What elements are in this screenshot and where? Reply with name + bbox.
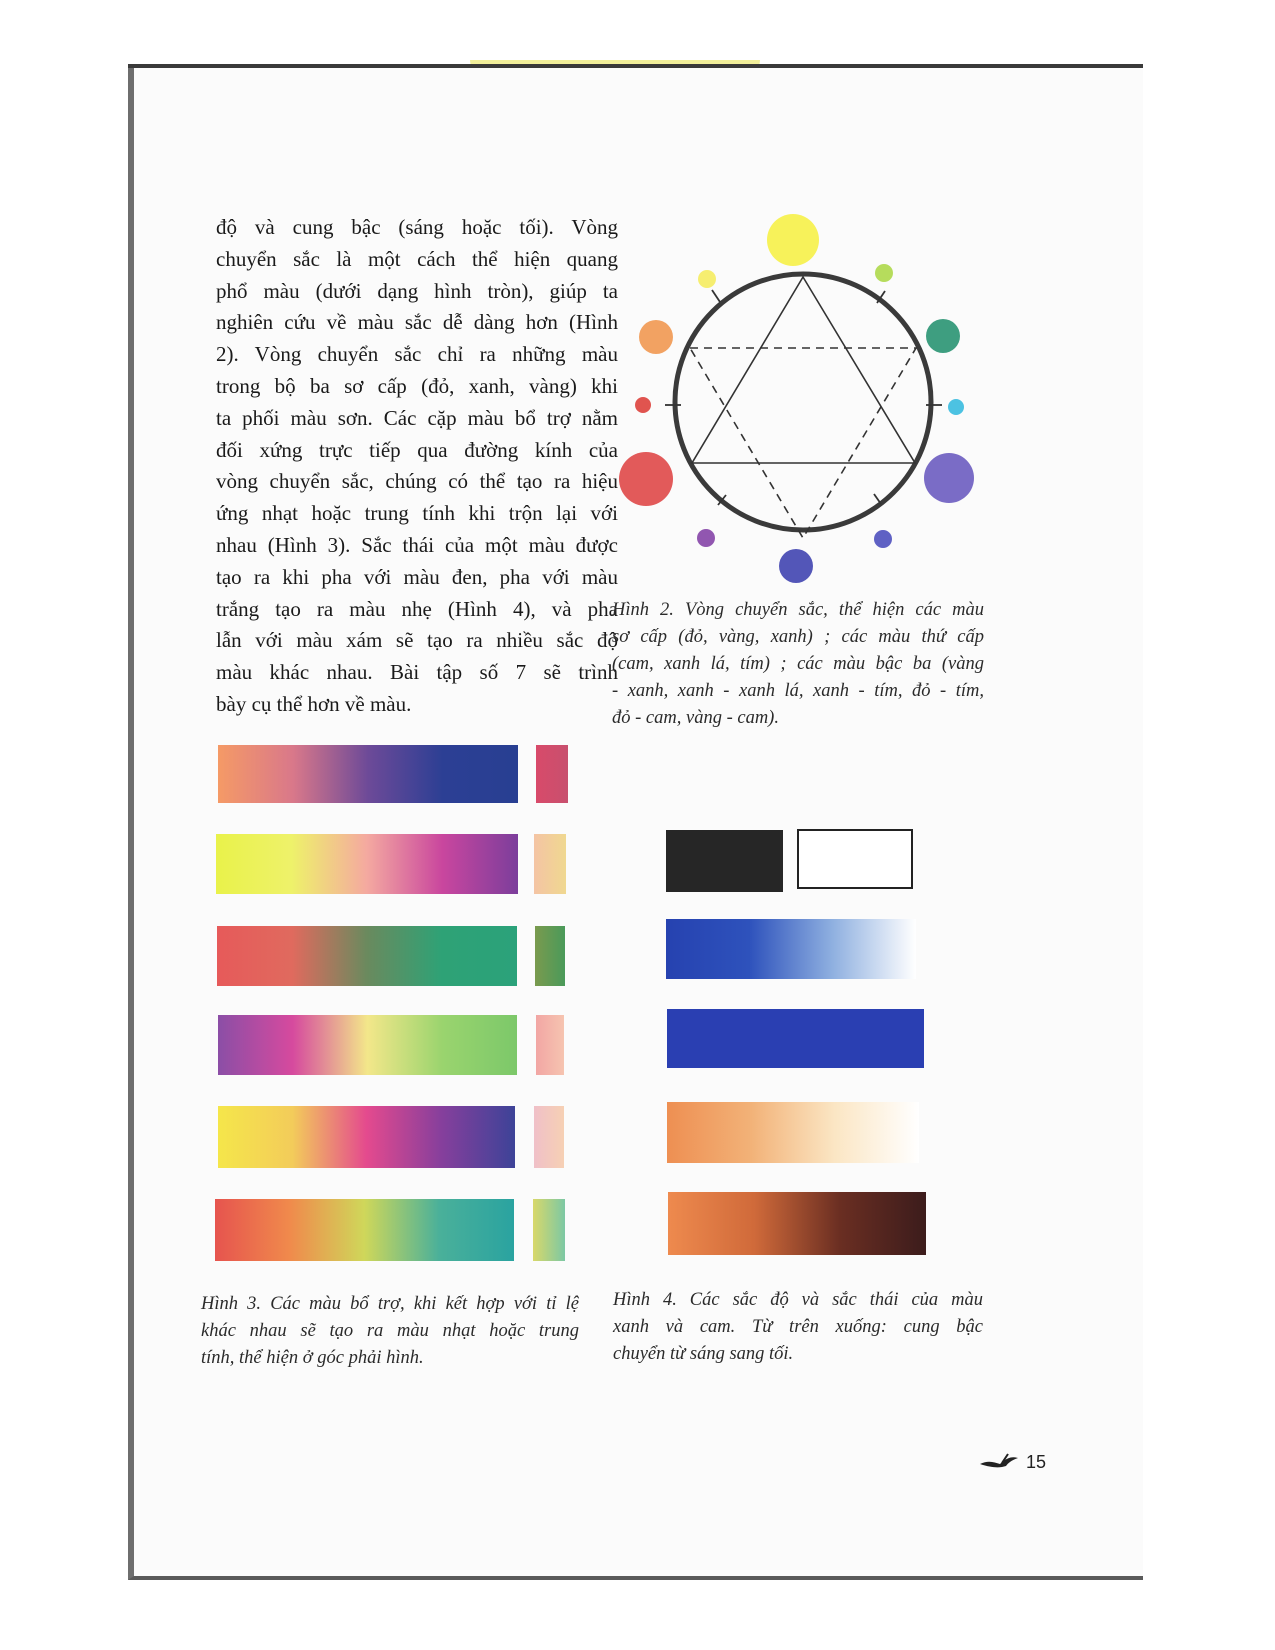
- complementary-gradient-bar: [218, 1015, 517, 1075]
- text-line: sơ cấp (đỏ, vàng, xanh) ; các màu thứ cấp: [612, 627, 984, 647]
- text-line: Hình 3. Các màu bổ trợ, khi kết hợp với tỉ lệ: [201, 1294, 579, 1314]
- complementary-gradient-bar: [218, 745, 518, 803]
- text-line: ứng nhạt hoặc trung tính khi trộn lại với: [216, 501, 618, 526]
- neutral-mix-swatch: [536, 1015, 564, 1075]
- page-number: 15: [1026, 1452, 1047, 1472]
- tint-shade-bar: [667, 1102, 919, 1163]
- text-line: phổ màu (dưới dạng hình tròn), giúp ta: [216, 278, 618, 303]
- text-line: (cam, xanh lá, tím) ; các màu bậc ba (vàng: [612, 654, 984, 674]
- complementary-gradient-bar: [218, 1106, 515, 1168]
- complementary-gradient-bar: [216, 834, 518, 894]
- color-wheel-figure: [610, 205, 990, 595]
- bird-ornament-icon: [978, 1452, 1024, 1472]
- wheel-ring: [675, 274, 931, 530]
- wheel-color-dot-green: [926, 319, 960, 353]
- text-line: khác nhau sẽ tạo ra màu nhạt hoặc trung: [201, 1321, 579, 1341]
- text-line: màu khác nhau. Bài tập số 7 sẽ trình: [216, 660, 618, 685]
- neutral-mix-swatch: [534, 834, 566, 894]
- neutral-mix-swatch: [536, 745, 568, 803]
- wheel-color-dot-blue-green: [948, 399, 964, 415]
- wheel-color-dot-violet: [779, 549, 813, 583]
- text-line: - xanh, xanh - xanh lá, xanh - tím, đỏ - tím,: [612, 681, 984, 701]
- wheel-color-dot-red: [619, 452, 673, 506]
- text-line: vòng chuyển sắc, chúng có thể tạo ra hiệu: [216, 469, 618, 494]
- figure-4-caption: [613, 1287, 983, 1368]
- wheel-color-dot-red-orange: [635, 397, 651, 413]
- wheel-color-dot-red-violet: [697, 529, 715, 547]
- figure-3-caption: [201, 1291, 579, 1372]
- tint-shade-bar: [667, 1009, 924, 1068]
- text-line: xanh và cam. Từ trên xuống: cung bậc: [613, 1317, 983, 1337]
- wheel-color-dot-blue-violet: [924, 453, 974, 503]
- text-line: trắng tạo ra màu nhẹ (Hình 4), và pha: [216, 596, 618, 621]
- wheel-color-dot-yellow: [767, 214, 819, 266]
- primary-triangle: [692, 277, 915, 463]
- text-line: đỏ - cam, vàng - cam).: [612, 708, 779, 728]
- figure-2-caption: [612, 597, 984, 732]
- text-line: nhau (Hình 3). Sắc thái của một màu được: [216, 532, 618, 557]
- tint-shade-bar: [666, 919, 916, 979]
- tint-shade-bar: [668, 1192, 926, 1255]
- white-swatch: [797, 829, 913, 889]
- complementary-gradient-bar: [215, 1199, 514, 1261]
- black-swatch: [666, 830, 783, 892]
- text-line: lẫn với màu xám sẽ tạo ra nhiều sắc độ: [216, 628, 618, 653]
- text-line: 2). Vòng chuyển sắc chỉ ra những màu: [216, 342, 618, 367]
- wheel-color-dot-yellow-green: [875, 264, 893, 282]
- body-paragraph: [216, 212, 618, 721]
- text-line: trong bộ ba sơ cấp (đỏ, xanh, vàng) khi: [216, 373, 618, 398]
- text-line: tạo ra khi pha với màu đen, pha với màu: [216, 564, 618, 589]
- secondary-triangle: [690, 348, 916, 538]
- neutral-mix-swatch: [534, 1106, 564, 1168]
- text-line: bày cụ thể hơn về màu.: [216, 691, 412, 716]
- text-line: tính, thể hiện ở góc phải hình.: [201, 1348, 424, 1368]
- text-line: Hình 4. Các sắc độ và sắc thái của màu: [613, 1290, 983, 1310]
- wheel-color-dot-violet-small: [874, 530, 892, 548]
- text-line: ta phối màu sơn. Các cặp màu bổ trợ nằm: [216, 405, 618, 430]
- wheel-color-dot-orange: [639, 320, 673, 354]
- text-line: đối xứng trực tiếp qua đường kính của: [216, 437, 618, 462]
- wheel-color-dot-yellow-orange: [698, 270, 716, 288]
- neutral-mix-swatch: [535, 926, 565, 986]
- complementary-gradient-bar: [217, 926, 517, 986]
- text-line: nghiên cứu về màu sắc dễ dàng hơn (Hình: [216, 310, 618, 335]
- text-line: chuyển sắc là một cách thể hiện quang: [216, 246, 618, 271]
- text-line: Hình 2. Vòng chuyển sắc, thể hiện các màu: [612, 600, 984, 620]
- text-line: độ và cung bậc (sáng hoặc tối). Vòng: [216, 215, 618, 239]
- neutral-mix-swatch: [533, 1199, 565, 1261]
- text-line: chuyển từ sáng sang tối.: [613, 1344, 794, 1364]
